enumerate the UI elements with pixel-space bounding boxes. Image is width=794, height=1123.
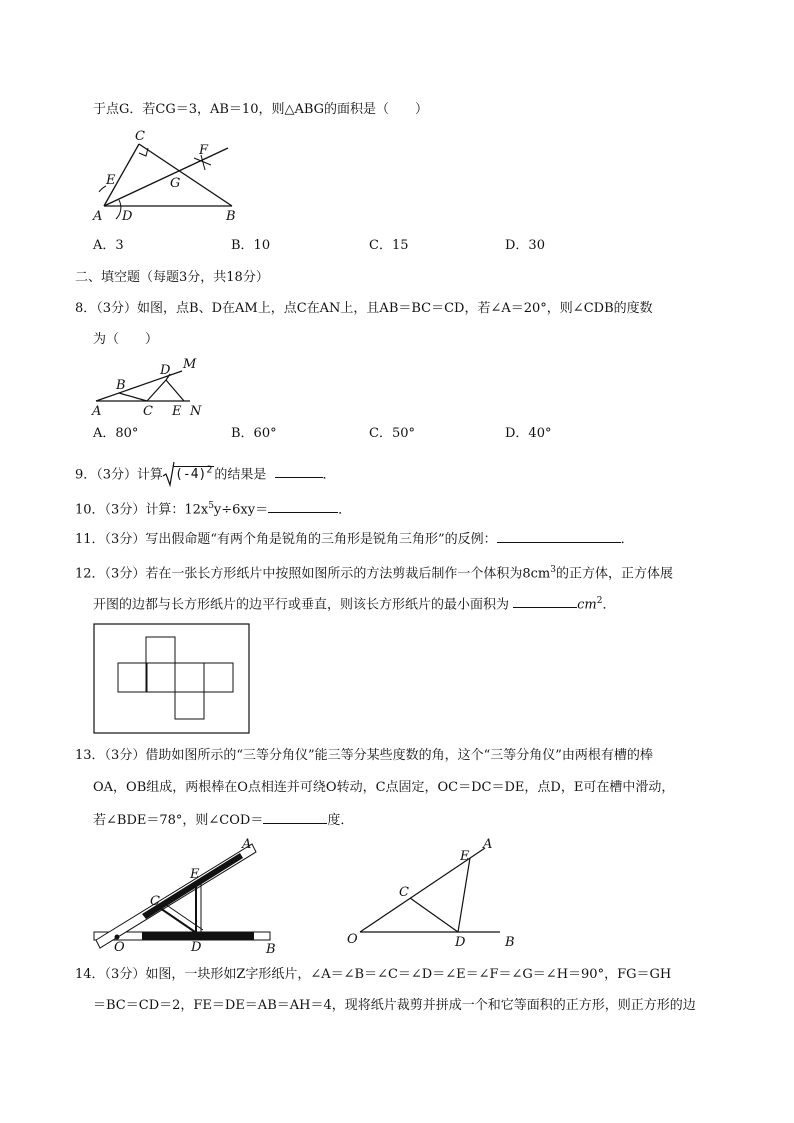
q13-line2: OA，OB组成，两根棒在O点相连并可绕O转动，C点固定，OC＝DC＝DE，点D，E可在槽中滑动， — [93, 780, 675, 795]
q10-line: 10．（3分）计算：$12x^5y\div 6xy=$ ． — [75, 496, 351, 520]
q10-exp: 5 — [208, 501, 214, 511]
q12-line1-exp: 3 — [550, 565, 556, 575]
q8-option-b[interactable]: B．60° — [231, 426, 277, 441]
q8-label-b: B — [116, 378, 126, 393]
q8-label-d: D — [160, 363, 171, 378]
q13-label-c: C — [399, 885, 409, 900]
q13-device-label-d: D — [191, 940, 202, 955]
q9-radicand: (-4) — [175, 467, 207, 483]
q14-line2: ＝BC＝CD＝2，FE＝DE＝AB＝AH＝4，现将纸片裁剪并拼成一个和它等面积的正方形，则正方形的边 — [93, 998, 696, 1013]
q7-option-a[interactable]: A．3 — [93, 238, 124, 253]
q8-option-a[interactable]: A．80° — [93, 426, 139, 441]
q7-tail-text: 于点G．若CG＝3，AB＝10，则△ABG的面积是（ ） — [93, 102, 429, 117]
q13-label-b: B — [505, 935, 515, 950]
q13-device-label-c: C — [150, 894, 160, 909]
q11-text: 11．（3分）写出假命题“有两个角是锐角的三角形是锐角三角形”的反例： — [75, 532, 497, 547]
q8-label-c: C — [143, 404, 153, 419]
section-heading: 二、填空题（每题3分，共18分） — [75, 270, 269, 285]
q13-label-o: O — [347, 932, 358, 947]
q13-device-label-o: O — [114, 940, 125, 955]
q12-line1a: 12．（3分）若在一张长方形纸片中按照如图所示的方法剪裁后制作一个体积为8cm — [75, 566, 551, 582]
q12-unit-exp: 2 — [596, 596, 603, 606]
q8-line1: 8．（3分）如图，点B、D在AM上，点C在AN上，且AB＝BC＝CD，若∠A＝20°，则∠CDB的度数 — [75, 301, 653, 316]
q11-line: 11．（3分）写出假命题“有两个角是锐角的三角形是锐角三角形”的反例： ． — [75, 528, 634, 550]
q8-label-e: E — [172, 404, 182, 419]
q8-label-a: A — [92, 404, 102, 419]
q7-option-d[interactable]: D．30 — [505, 238, 545, 253]
q12-end: ． — [602, 597, 616, 613]
q7-label-b: B — [226, 209, 236, 224]
q10-mid: y÷6xy＝ — [213, 502, 269, 518]
q7-option-c[interactable]: C．15 — [369, 238, 409, 253]
q12-unit: cm — [577, 597, 597, 613]
q13-line3b: 度． — [327, 813, 354, 828]
q7-label-a: A — [93, 209, 103, 224]
q7-label-c: C — [135, 129, 145, 144]
q9-line: 9．（3分）计算 $(-4)^2$ 的结果是 ． — [75, 461, 336, 485]
q8-label-m: M — [183, 357, 197, 372]
q14-line1: 14．（3分）如图，一块形如Z字形纸片，∠A＝∠B＝∠C＝∠D＝∠E＝∠F＝∠G＝∠H＝90°，FG＝GH — [75, 967, 672, 982]
q7-label-g: G — [170, 176, 181, 191]
q9-prefix: 9．（3分）计算 — [75, 467, 164, 483]
q9-exponent: 2 — [206, 465, 213, 476]
q13-device-label-a: A — [242, 837, 252, 852]
q13-line1: 13．（3分）借助如图所示的“三等分角仪”能三等分某些度数的角，这个“三等分角仪”由两根有槽的棒 — [75, 748, 653, 763]
q8-label-n: N — [190, 404, 202, 419]
q7-label-e: E — [106, 173, 116, 188]
q12-line1b: 的正方体，正方体展 — [555, 566, 673, 582]
q13-label-a: A — [483, 837, 493, 852]
q13-device-label-b: B — [266, 942, 276, 957]
q8-option-c[interactable]: C．50° — [369, 426, 415, 441]
q12-line2a: 开图的边都与长方形纸片的边平行或垂直，则该长方形纸片的最小面积为 — [93, 597, 510, 613]
q13-device-label-e: E — [190, 867, 200, 882]
q13-label-d: D — [455, 935, 466, 950]
q13-label-e: E — [460, 849, 470, 864]
q7-label-d: D — [122, 209, 133, 224]
q10-prefix: 10．（3分）计算：12x — [75, 502, 209, 518]
q9-suffix: 的结果是 — [214, 467, 267, 483]
q13-line3a: 若∠BDE＝78°，则∠COD＝ — [93, 813, 264, 828]
q7-option-b[interactable]: B．10 — [231, 238, 271, 253]
q8-option-d[interactable]: D．40° — [505, 426, 552, 441]
q7-label-f: F — [199, 143, 209, 158]
q8-line2: 为（ ） — [93, 332, 159, 347]
